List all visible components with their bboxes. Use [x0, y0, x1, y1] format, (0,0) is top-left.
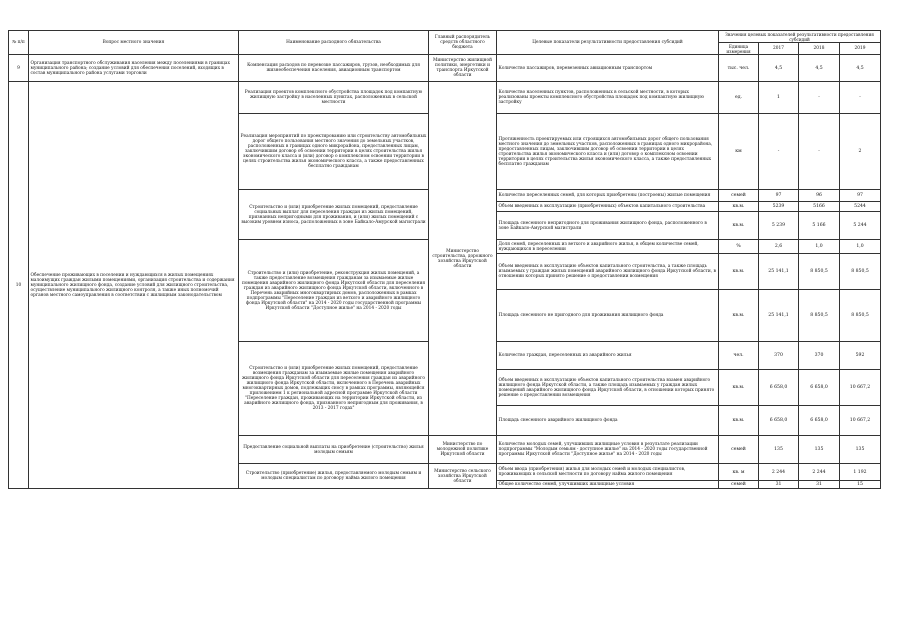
value-2019: 10 667,2	[840, 406, 881, 436]
indicator-cell: Площадь снесенного не пригодного для проживания жилищного фонда	[497, 290, 719, 342]
value-2019: 2	[840, 114, 881, 190]
unit-cell: кв.м.	[719, 290, 759, 342]
obligation-cell: Реализация мероприятий по проектированию или строительству автомобильных дорог общего пользования местного значения до земельных участков, расположенных в границах одного микрорайона, предоставленных лицам, заключившим договор об освоении территории в целях строительства жилья экономического класса и (или) договор о комплексном освоении территории в целях строительства жилья экономического класса, а также предоставленных бесплатно гражданам	[239, 114, 429, 190]
unit-cell: тыс. чел.	[719, 55, 759, 82]
value-2017: 97	[759, 190, 799, 202]
unit-cell: кв.м.	[719, 254, 759, 290]
value-2017: 1	[759, 82, 799, 114]
header-year: 2017	[759, 43, 799, 55]
obligation-cell: Компенсация расходов по перевозке пассажиров, грузов, необходимых для жизнеобеспечения населения, авиационным транспортом	[239, 55, 429, 82]
obligation-cell: Строительство и (или) приобретение жилых помещений, предоставление возмещения гражданам за изымаемые жилые помещения аварийного жилищного фонда Иркутской области для переселения граждан из аварийного жилищного фонда Иркутской области, включенного в Перечень аварийных многоквартирных домов, подлежащих сносу в рамках программы, являющейся приложением 1 к региональной адресной программе Иркутской области "Переселение граждан, проживающих на территории Иркутской области, из аварийного жилищного фонда, признанного непригодным для проживания, в 2013 - 2017 годах"	[239, 342, 429, 436]
header-manager: Главный распорядитель средств областного бюджета	[429, 31, 497, 55]
unit-cell: кв.м.	[719, 406, 759, 436]
value-2019: 1 192	[840, 464, 881, 481]
obligation-cell: Реализация проектов комплексного обустройства площадок под компактную жилищную застройку в населенных пунктах, расположенных в сельской местности	[239, 82, 429, 114]
value-2018: -	[799, 114, 840, 190]
indicator-cell: Объем введенных в эксплуатацию объектов капитального строительства взамен аварийного жилищного фонда Иркутской области, а также площадь изымаемых у граждан жилых помещений аварийного жилищного фонда Иркутской области, в отношении которых принято решение о предоставлении возмещения	[497, 370, 719, 406]
unit-cell: семей	[719, 436, 759, 464]
question-cell: Обеспечение проживающих в поселении и нуждающихся в жилых помещениях малоимущих граждан жилыми помещениями, организация строительства и содержания муниципального жилищного фонда, создание условий для жилищного строительства, осуществление муниципального жилищного контроля, а также иных полномочий органов местного самоуправления в соответствии с жилищным законодательством	[29, 82, 239, 489]
indicator-cell: Количество граждан, переселенных из аварийного жилья	[497, 342, 719, 370]
indicator-cell: Общее количество семей, улучшивших жилищные условия	[497, 481, 719, 489]
value-2018: 6 658,0	[799, 370, 840, 406]
value-2018: -	[799, 82, 840, 114]
header-year: 2019	[840, 43, 881, 55]
value-2017: 135	[759, 436, 799, 464]
unit-cell: семей	[719, 481, 759, 489]
unit-cell: семей	[719, 190, 759, 202]
obligation-cell: Предоставление социальной выплаты на приобретение (строительство) жилья молодым семьям	[239, 436, 429, 464]
unit-cell: кв.м.	[719, 370, 759, 406]
obligation-cell: Строительство (приобретение) жилья, предоставляемого молодым семьям и молодым специалистам по договору найма жилого помещения	[239, 464, 429, 489]
indicator-cell: Количество молодых семей, улучшивших жилищные условия в результате реализации подпрограммы "Молодым семьям - доступное жилье" на 2014 - 2020 годы государственной программы Иркутской области "Доступное жилье" на 2014 - 2020 годы	[497, 436, 719, 464]
value-2018: 2 244	[799, 464, 840, 481]
row-num: 9	[9, 55, 29, 82]
obligation-cell: Строительство и (или) приобретение жилых помещений, предоставление социальных выплат для переселения граждан из жилых помещений, признанных непригодными для проживания, и (или) жилых помещений с высоким уровнем износа, расположенных в зоне Байкало-Амурской магистрали	[239, 190, 429, 240]
indicator-cell: Площадь снесенного аварийного жилищного фонда	[497, 406, 719, 436]
indicator-cell: Количество населенных пунктов, расположенных в сельской местности, в которых реализованы проекты комплексного обустройства площадок под компактную жилищную застройку	[497, 82, 719, 114]
indicator-cell: Количество переселенных семей, для которых приобретены (построены) жилые помещения	[497, 190, 719, 202]
value-2017: 4,5	[759, 55, 799, 82]
indicator-cell: Количество пассажиров, перевезенных авиационным транспортом	[497, 55, 719, 82]
manager-cell: Министерство по молодежной политике Иркутской области	[429, 436, 497, 464]
unit-cell: кв. м	[719, 464, 759, 481]
value-2018: 370	[799, 342, 840, 370]
unit-cell: км	[719, 114, 759, 190]
unit-cell: ед.	[719, 82, 759, 114]
targets-table	[8, 30, 881, 489]
value-2019: 135	[840, 436, 881, 464]
value-2019: 8 850,5	[840, 254, 881, 290]
value-2019: 5244	[840, 202, 881, 212]
header-indicators: Целевые показатели результативности предоставления субсидий	[497, 31, 719, 55]
unit-cell: кв.м.	[719, 212, 759, 240]
unit-cell: кв.м.	[719, 202, 759, 212]
manager-cell: Министерство сельского хозяйства Иркутской области	[429, 464, 497, 489]
unit-cell: %	[719, 240, 759, 254]
value-2017: 2,6	[759, 240, 799, 254]
indicator-cell: Объем ввода (приобретения) жилья для молодых семей и молодых специалистов, проживающих в сельской местности по договору найма жилого помещения	[497, 464, 719, 481]
header-year: 2018	[799, 43, 840, 55]
obligation-cell: Строительство и (или) приобретение, реконструкция жилых помещений, а также предоставление возмещения гражданам за изымаемые жилые помещения аварийного жилищного фонда Иркутской области для переселения граждан из аварийного жилищного фонда Иркутской области, включенного в Перечень аварийных многоквартирных домов, расположенных в рамках подпрограммы "Переселение граждан из ветхого и аварийного жилищного фонда Иркутской области" на 2014 - 2020 годы государственной программы Иркутской области "Доступное жилье" на 2014 - 2020 годы	[239, 240, 429, 342]
indicator-cell: Протяженность проектируемых или строящихся автомобильных дорог общего пользования местного значения до земельных участков, расположенных в границах одного микрорайона, предоставленных лицам, заключившим договор об освоении территории в целях строительства жилья экономического класса и (или) договор о комплексном освоении территории в целях строительства жилья экономического класса, а также предоставленных бесплатно гражданам	[497, 114, 719, 190]
header-obligation: Наименование расходного обязательства	[239, 31, 429, 55]
value-2019: 5 244	[840, 212, 881, 240]
row-num: 10	[9, 82, 29, 489]
value-2017: 370	[759, 342, 799, 370]
value-2019: 97	[840, 190, 881, 202]
manager-cell: Министерство строительства, дорожного хозяйства Иркутской области	[429, 82, 497, 436]
value-2017: 31	[759, 481, 799, 489]
value-2018: 6 658,0	[799, 406, 840, 436]
value-2019: 10 667,2	[840, 370, 881, 406]
value-2019: 1,0	[840, 240, 881, 254]
value-2017: 25 141,1	[759, 290, 799, 342]
indicator-cell: Объем введенных в эксплуатацию (приобретенных) объектов капитального строительства	[497, 202, 719, 212]
header-target-values: Значения целевых показателей результативности предоставления субсидий	[719, 31, 881, 43]
value-2018: 4,5	[799, 55, 840, 82]
value-2017: 25 141,1	[759, 254, 799, 290]
value-2019: 592	[840, 342, 881, 370]
value-2018: 31	[799, 481, 840, 489]
value-2017: -	[759, 114, 799, 190]
manager-cell: Министерство жилищной политики, энергетики и транспорта Иркутской области	[429, 55, 497, 82]
value-2019: 8 850,5	[840, 290, 881, 342]
value-2018: 5 166	[799, 212, 840, 240]
value-2018: 96	[799, 190, 840, 202]
value-2017: 6 658,0	[759, 370, 799, 406]
indicator-cell: Доля семей, переселенных из ветхого и аварийного жилья, в общем количестве семей, нуждающихся в переселении	[497, 240, 719, 254]
header-question: Вопрос местного значения	[29, 31, 239, 55]
value-2019: -	[840, 82, 881, 114]
value-2018: 1,0	[799, 240, 840, 254]
value-2018: 135	[799, 436, 840, 464]
value-2019: 4,5	[840, 55, 881, 82]
value-2017: 5 239	[759, 212, 799, 240]
value-2018: 8 850,5	[799, 290, 840, 342]
question-cell: Организация транспортного обслуживания населения между поселениями в границах муниципального района; создание условий для обеспечения поселений, входящих в состав муниципального района услугами торговли	[29, 55, 239, 82]
value-2018: 8 850,5	[799, 254, 840, 290]
header-unit: Единица измерения	[719, 43, 759, 55]
indicator-cell: Объем введенных в эксплуатацию объектов капитального строительства, а также площадь изымаемых у граждан жилых помещений аварийного жилищного фонда Иркутской области, в отношении которых принято решение о предоставлении возмещения	[497, 254, 719, 290]
unit-cell: чел.	[719, 342, 759, 370]
value-2017: 2 244	[759, 464, 799, 481]
value-2017: 6 658,0	[759, 406, 799, 436]
indicator-cell: Площадь снесенного непригодного для проживания жилищного фонда, расположенного в зоне Байкало-Амурской магистрали	[497, 212, 719, 240]
value-2018: 5166	[799, 202, 840, 212]
document-page	[8, 30, 880, 555]
value-2019: 15	[840, 481, 881, 489]
header-num: № п/п	[9, 31, 29, 55]
value-2017: 5239	[759, 202, 799, 212]
